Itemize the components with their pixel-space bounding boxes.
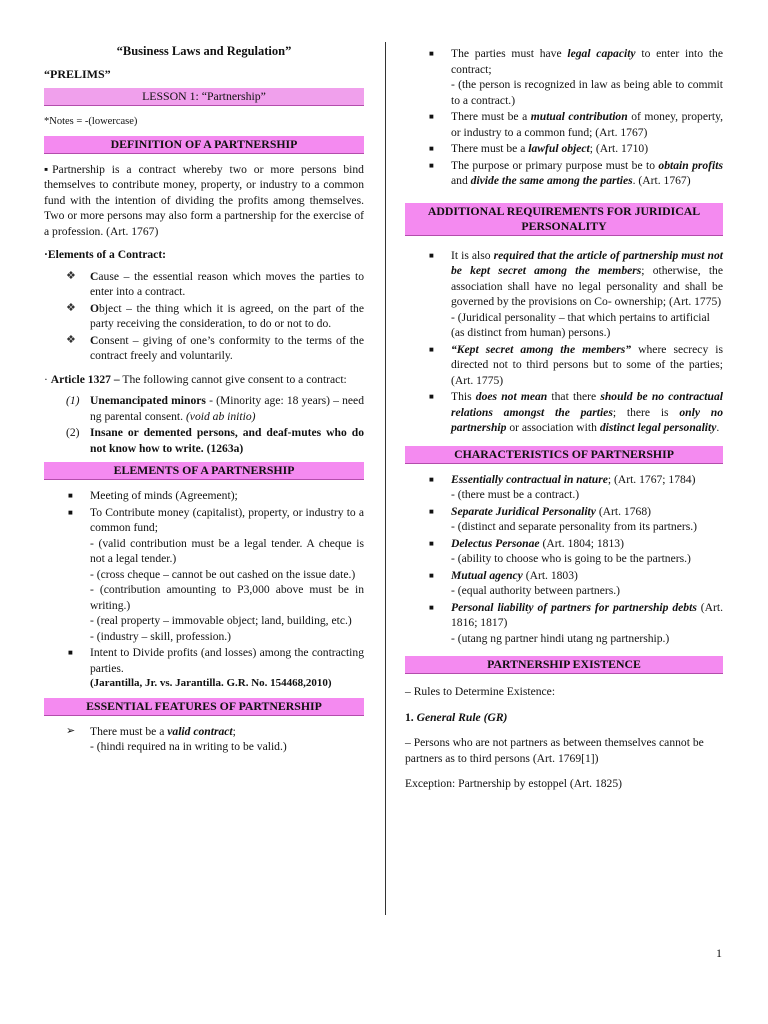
- additional-requirements-list: [405, 248, 723, 436]
- elements-partnership-list: [44, 488, 364, 692]
- square-bullet-icon: ■: [429, 474, 434, 484]
- elements-partnership-header: ELEMENTS OF A PARTNERSHIP: [44, 462, 364, 480]
- characteristics-list: [405, 472, 723, 647]
- general-rule: 1. General Rule (GR): [405, 710, 508, 724]
- characteristics-header: CHARACTERISTICS OF PARTNERSHIP: [405, 446, 723, 464]
- square-bullet-icon: ■: [429, 49, 434, 58]
- page-number: 1: [716, 946, 722, 960]
- case-citation: (Jarantilla, Jr. vs. Jarantilla. G.R. No. 154468,2010): [90, 677, 332, 689]
- column-divider: [385, 42, 386, 915]
- article-1327-list: [44, 393, 364, 456]
- square-bullet-icon: ■: [429, 392, 434, 401]
- list-item: ■ Separate Juridical Personality (Art. 1768) - (distinct and separate personality from its partners.): [429, 504, 697, 533]
- essential-features-list-continued: [405, 46, 723, 189]
- existence-rules: – Rules to Determine Existence:: [405, 685, 556, 698]
- document-title: “Business Laws and Regulation”: [116, 44, 292, 58]
- list-item: ■ The parties must have legal capacity to enter into the contract; - (the person is recognized in law as being able to commit to a contract.): [429, 47, 723, 107]
- square-bullet-icon: ■: [429, 570, 434, 580]
- list-item: ■ To Contribute money (capitalist), property, or industry to a common fund; - (valid contribution must be a legal tender. A cheque is not a legal tender.) - (cross cheque – cannot be out cashed on the issue date.) - (contribution amounting to P3,000 above must be in writing.) - (real property – immovable object; land, building, etc.) - (industry – skill, profession.): [68, 505, 364, 643]
- list-item: ■ This does not mean that there should be no contractual relations amongst the parties; there is only no partnership or association with distinct legal personality.: [429, 390, 724, 434]
- prelims-label: “PRELIMS”: [44, 66, 111, 81]
- square-bullet-icon: ■: [68, 491, 73, 500]
- arrow-bullet-icon: ➢: [66, 724, 76, 737]
- list-item: ■ The purpose or primary purpose must be to obtain profits and divide the same among the parties. (Art. 1767): [429, 158, 723, 187]
- notes-line: *Notes = -(lowercase): [44, 116, 138, 127]
- list-item: (1) Unemancipated minors - (Minority age: 18 years) – need ng parental consent. (void ab initio): [66, 394, 364, 423]
- square-bullet-icon: ■: [429, 112, 434, 121]
- definition-bullet: ▪: [44, 162, 53, 176]
- list-item: ❖ Object – the thing which it is agreed, on the part of the party receiving the consideration, to do or not to do.: [66, 301, 364, 330]
- square-bullet-icon: ■: [429, 506, 434, 516]
- list-item: ■ “Kept secret among the members” where secrecy is directed not to third persons but to some of the parties; (Art. 1775): [429, 342, 723, 387]
- list-item: ❖ Consent – giving of one’s conformity to the terms of the contract freely and voluntarily.: [66, 333, 364, 362]
- square-bullet-icon: ■: [429, 538, 434, 548]
- diamond-bullet-icon: ❖: [66, 269, 76, 282]
- diamond-bullet-icon: ❖: [66, 333, 76, 346]
- partnership-existence-header: PARTNERSHIP EXISTENCE: [405, 656, 723, 674]
- square-bullet-icon: ■: [429, 160, 434, 170]
- square-bullet-icon: ■: [429, 602, 434, 612]
- list-item: ■ Intent to Divide profits (and losses) among the contracting parties. (Jarantilla, Jr. vs. Jarantilla. G.R. No. 154468,2010): [44, 645, 364, 692]
- right-column: [405, 46, 723, 798]
- essential-features-list: [44, 724, 364, 755]
- list-item: ■ Delectus Personae (Art. 1804; 1813) - (ability to choose who is going to be the partners.): [429, 536, 691, 565]
- list-item: ■ Personal liability of partners for partnership debts (Art. 1816; 1817) - (utang ng partner hindi utang ng partnership.): [429, 600, 723, 645]
- essential-features-header: ESSENTIAL FEATURES OF PARTNERSHIP: [44, 698, 364, 716]
- general-rule-description: – Persons who are not partners as between themselves cannot be partners as to third persons (Art. 1769[1]): [405, 736, 704, 765]
- square-bullet-icon: ■: [68, 648, 73, 657]
- additional-requirements-header: ADDITIONAL REQUIREMENTS FOR JURIDICAL PERSONALITY: [405, 203, 723, 236]
- lesson-header: LESSON 1: “Partnership”: [44, 88, 364, 106]
- elements-contract-title: ·Elements of a Contract:: [44, 248, 167, 261]
- diamond-bullet-icon: ❖: [66, 301, 76, 314]
- square-bullet-icon: ■: [429, 344, 434, 354]
- list-item: ■ It is also required that the article of partnership must not be kept secret among the members; otherwise, the association shall have no legal personality and shall be governed by the provisions on Co- ownership; (Art. 1775) - (Juridical personality – that which pertains to artificial (as distinct from human) persons.): [429, 248, 724, 339]
- list-item: ■ Meeting of minds (Agreement);: [68, 489, 238, 502]
- list-item: ➢ There must be a valid contract; - (hindi required na in writing to be valid.): [66, 724, 287, 753]
- list-item: ❖ Cause – the essential reason which moves the parties to enter into a contract.: [66, 269, 364, 298]
- list-item: ■ Mutual agency (Art. 1803) - (equal authority between partners.): [429, 568, 621, 597]
- elements-contract-list: [44, 269, 364, 364]
- definition-text: ▪Partnership is a contract whereby two or more persons bind themselves to contribute money, property, or industry to a common fund with the intention of dividing the profits among themselves. Two or more persons may also form a partnership for the exercise of a profession. (Art. 1767): [44, 162, 364, 238]
- list-item: (2) Insane or demented persons, and deaf-mutes who do not know how to write. (1263a): [66, 426, 364, 455]
- article-1327: · Article 1327 – The following cannot give consent to a contract:: [44, 372, 347, 386]
- list-item: ■ There must be a lawful object; (Art. 1710): [429, 142, 649, 155]
- left-column: [44, 44, 364, 761]
- exception-line: Exception: Partnership by estoppel (Art. 1825): [405, 777, 623, 790]
- definition-header: DEFINITION OF A PARTNERSHIP: [44, 136, 364, 154]
- square-bullet-icon: ■: [68, 507, 73, 517]
- list-item: ■ Essentially contractual in nature; (Art. 1767; 1784) - (there must be a contract.): [429, 472, 696, 501]
- list-item: ■ There must be a mutual contribution of money, property, or industry to a common fund; (Art. 1767): [429, 110, 724, 139]
- square-bullet-icon: ■: [429, 250, 434, 260]
- square-bullet-icon: ■: [429, 144, 434, 153]
